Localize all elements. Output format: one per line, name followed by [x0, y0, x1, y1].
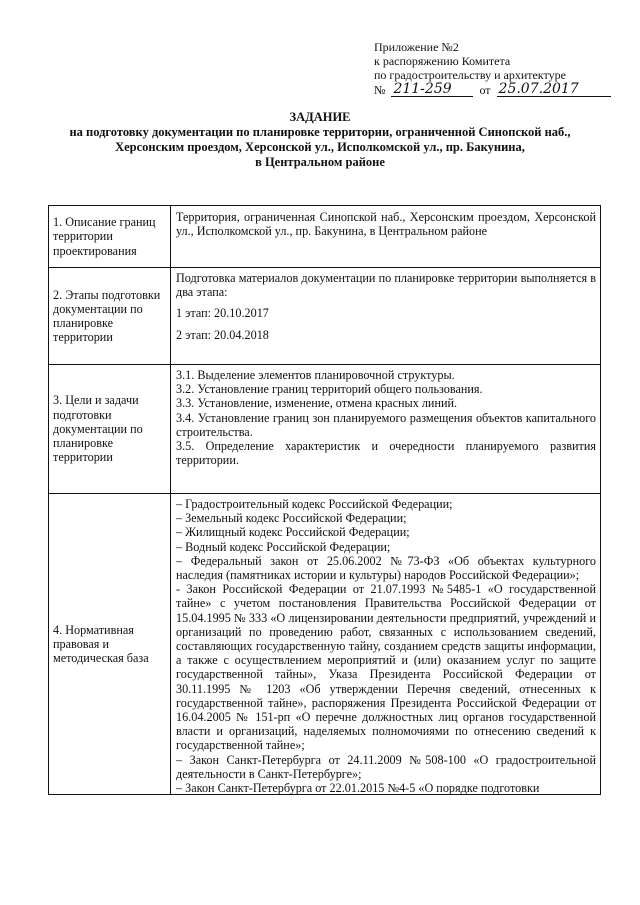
number-prefix: №	[374, 83, 386, 97]
appendix-block	[374, 40, 634, 97]
law-item: – Водный кодекс Российской Федерации;	[176, 539, 391, 554]
law-item: – Земельный кодекс Российской Федерации;	[176, 511, 407, 526]
title-line-2: Херсонским проездом, Херсонской ул., Исполкомской ул., пр. Бакунина,	[115, 140, 525, 154]
row-label: 3. Цели и задачи подготовки документации по планировке территории	[49, 365, 171, 494]
task-table	[48, 205, 601, 795]
title-line-1: на подготовку документации по планировке территории, ограниченной Синопской наб.,	[69, 125, 571, 139]
law-item: – Градостроительный кодекс Российской Федерации;	[176, 497, 453, 511]
row-text: Подготовка материалов документации по планировке территории выполняется в два этапа:	[176, 271, 596, 300]
row-content	[171, 206, 601, 268]
row-label: 4. Нормативная правовая и методическая база	[49, 494, 171, 795]
appendix-line-3: по градостроительству и архитектуре	[374, 68, 566, 82]
handwritten-date: 25.07.2017	[497, 82, 611, 97]
appendix-line-2: к распоряжению Комитета	[374, 54, 511, 68]
row-label: 2. Этапы подготовки документации по планировке территории	[49, 268, 171, 365]
law-item: – Закон Санкт-Петербурга от 22.01.2015 №4-5 «О порядке подготовки	[176, 781, 540, 795]
handwritten-number: 211-259	[391, 82, 473, 97]
row-content	[171, 365, 601, 494]
table-row	[49, 365, 601, 494]
goal-item: 3.2. Установление границ территорий общего пользования.	[176, 382, 483, 397]
appendix-line-1: Приложение №2	[374, 40, 459, 54]
row-content	[171, 268, 601, 365]
date-prefix: от	[479, 83, 491, 97]
law-item: – Закон Санкт-Петербурга от 24.11.2009 №508-100 «О градостроительной деятельности в Санкт-Петербурге»;	[176, 752, 596, 781]
document-title	[30, 110, 610, 170]
goal-item: 3.1. Выделение элементов планировочной структуры.	[176, 368, 455, 382]
goal-item: 3.5. Определение характеристик и очередности планируемого развития территории.	[176, 439, 596, 468]
title-line-3: в Центральном районе	[255, 155, 385, 169]
table-row	[49, 206, 601, 268]
row-content	[171, 494, 601, 795]
table-row	[49, 494, 601, 795]
goal-item: 3.3. Установление, изменение, отмена красных линий.	[176, 396, 458, 411]
stage-1: 1 этап: 20.10.2017	[176, 306, 269, 321]
stage-2: 2 этап: 20.04.2018	[176, 327, 269, 342]
table-row	[49, 268, 601, 365]
appendix-number-line	[374, 82, 634, 97]
row-label: 1. Описание границ территории проектирования	[49, 206, 171, 268]
goal-item: 3.4. Установление границ зон планируемого размещения объектов капитального строительства.	[176, 410, 596, 439]
law-item: – Жилищный кодекс Российской Федерации;	[176, 525, 410, 540]
law-item: – Федеральный закон от 25.06.2002 №73-ФЗ «Об объектах культурного наследия (памятниках истории и культуры) народов Российской Федерации»;	[176, 553, 596, 583]
title-heading: ЗАДАНИЕ	[289, 110, 351, 124]
law-item: - Закон Российской Федерации от 21.07.1993 №5485-1 «О государственной тайне» с учетом постановления Правительства Российской Федерации от 15.04.1995 № 333 «О лицензировании деятельности предприятий, учреждений и организаций по проведению работ, связанных с использованием сведений, составляющих государственную тайну, созданием средств защиты информации, а также с осуществлением мероприятий и (или) оказанием услуг по защите государственной тайны», Указа Президента Российской Федерации от 30.11.1995 № 1203 «Об утверждении Перечня сведений, отнесенных к государственной тайне», распоряжения Президента Российской Федерации от 16.04.2005 № 151-рп «О перечне должностных лиц органов государственной власти и организаций, наделяемых полномочиями по отнесению сведений к государственной тайне»;	[176, 582, 596, 753]
row-text: Территория, ограниченная Синопской наб., Херсонским проездом, Херсонской ул., Исполкомской ул., пр. Бакунина, в Центральном районе	[176, 210, 596, 239]
